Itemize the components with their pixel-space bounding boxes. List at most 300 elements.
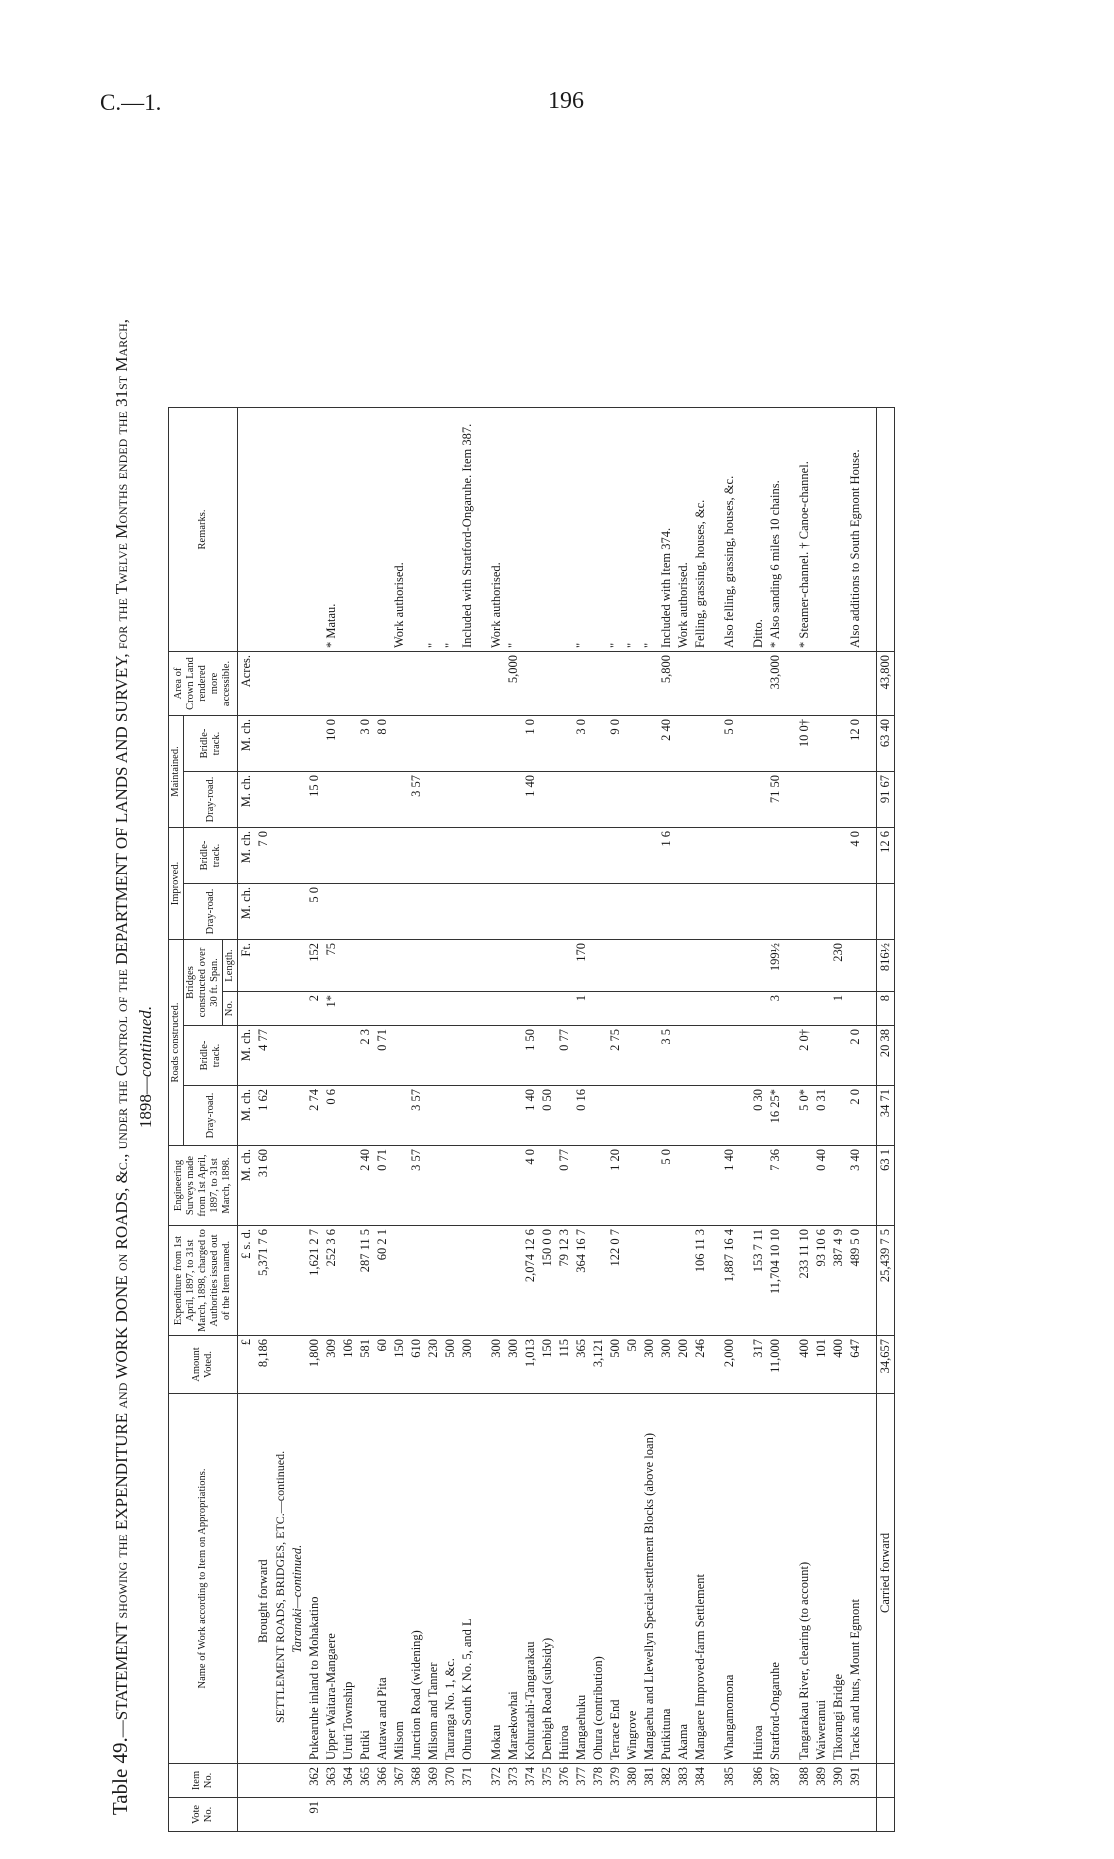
remarks-cell: Work authorised. xyxy=(675,408,692,652)
amount-voted-cell: 150 xyxy=(539,1336,556,1394)
bridges-no-cell xyxy=(539,992,556,1026)
vote-no-cell xyxy=(323,1798,340,1832)
table-row xyxy=(750,408,767,1832)
constructed-dray-cell: 0 50 xyxy=(539,1086,556,1146)
expenditure-cell xyxy=(408,1226,425,1336)
amount-voted-cell: 34,657 xyxy=(877,1336,895,1394)
expenditure-cell: 79 12 3 xyxy=(556,1226,573,1336)
header-expenditure: Expenditure from 1st April, 1897, to 31st March, 1898, charged to Authorities issued out of the Item named. xyxy=(169,1226,238,1336)
expenditure-cell xyxy=(459,1226,476,1336)
amount-voted-cell: 200 xyxy=(675,1336,692,1394)
vote-no-cell xyxy=(641,1798,658,1832)
vote-no-cell xyxy=(522,1798,539,1832)
improved-bridle-cell xyxy=(539,828,556,884)
table-row xyxy=(796,408,813,1832)
constructed-bridle-cell xyxy=(408,1026,425,1086)
remarks-cell: Work authorised. xyxy=(391,408,408,652)
table-row xyxy=(624,408,641,1832)
bridges-length-cell xyxy=(675,940,692,992)
caption-text: —STATEMENT showing the EXPENDITURE and WORK DONE on ROADS, &c., under the Control of the DEPARTMENT OF LANDS AND SURVEY, for the Twelve Months ended the 31st March, 1898— xyxy=(112,318,155,1738)
surveys-cell: 3 57 xyxy=(408,1146,425,1226)
vote-no-cell xyxy=(357,1798,374,1832)
bridges-no-cell xyxy=(522,992,539,1026)
improved-dray-cell xyxy=(357,884,374,940)
constructed-bridle-cell xyxy=(624,1026,641,1086)
remarks-cell xyxy=(556,408,573,652)
bridges-no-cell xyxy=(675,992,692,1026)
improved-dray-cell xyxy=(692,884,709,940)
work-name-cell: Huiroa xyxy=(750,1394,767,1764)
work-name-cell: Upper Waitara-Mangaere xyxy=(323,1394,340,1764)
item-no-cell: 376 xyxy=(556,1764,573,1798)
vote-no-cell xyxy=(692,1798,709,1832)
vote-no-cell xyxy=(374,1798,391,1832)
bridges-no-cell xyxy=(357,992,374,1026)
work-name-cell: Akama xyxy=(675,1394,692,1764)
remarks-cell xyxy=(408,408,425,652)
constructed-dray-cell xyxy=(658,1086,675,1146)
maintained-bridle-cell: 10 0† xyxy=(796,716,813,772)
constructed-bridle-cell xyxy=(539,1026,556,1086)
constructed-dray-cell xyxy=(442,1086,459,1146)
constructed-bridle-cell: 2 0 xyxy=(847,1026,864,1086)
maintained-bridle-cell xyxy=(813,716,830,772)
constructed-bridle-cell: 0 71 xyxy=(374,1026,391,1086)
constructed-dray-cell xyxy=(357,1086,374,1146)
surveys-cell xyxy=(573,1146,590,1226)
bridges-length-cell: 75 xyxy=(323,940,340,992)
header-bridges-no: No. xyxy=(223,992,238,1026)
bridges-no-cell xyxy=(658,992,675,1026)
constructed-dray-cell: 1 40 xyxy=(522,1086,539,1146)
surveys-cell: 1 40 xyxy=(721,1146,738,1226)
surveys-cell xyxy=(750,1146,767,1226)
improved-dray-cell xyxy=(796,884,813,940)
improved-bridle-cell xyxy=(750,828,767,884)
area-acres-cell xyxy=(830,652,847,716)
expenditure-cell xyxy=(289,1226,306,1336)
constructed-bridle-cell xyxy=(750,1026,767,1086)
bridges-no-cell: 1* xyxy=(323,992,340,1026)
work-name-cell: Autawa and Pita xyxy=(374,1394,391,1764)
surveys-cell: 1 20 xyxy=(607,1146,624,1226)
improved-dray-cell xyxy=(767,884,784,940)
maintained-dray-cell xyxy=(607,772,624,828)
header-roads-constructed: Roads constructed. xyxy=(169,940,184,1146)
amount-voted-cell: 300 xyxy=(641,1336,658,1394)
constructed-dray-cell: 1 62 xyxy=(255,1086,272,1146)
improved-bridle-cell xyxy=(340,828,357,884)
maintained-bridle-cell xyxy=(624,716,641,772)
constructed-bridle-cell xyxy=(590,1026,607,1086)
maintained-dray-cell: 91 67 xyxy=(877,772,895,828)
improved-bridle-cell xyxy=(442,828,459,884)
constructed-bridle-cell: 20 38 xyxy=(877,1026,895,1086)
improved-dray-cell: 5 0 xyxy=(306,884,323,940)
constructed-dray-cell: 16 25* xyxy=(767,1086,784,1146)
expenditure-cell xyxy=(658,1226,675,1336)
bridges-no-cell xyxy=(272,992,289,1026)
bridges-length-cell xyxy=(590,940,607,992)
work-name-cell: Denbigh Road (subsidy) xyxy=(539,1394,556,1764)
bridges-length-cell: 816½ xyxy=(877,940,895,992)
maintained-bridle-cell xyxy=(590,716,607,772)
area-acres-cell xyxy=(442,652,459,716)
constructed-dray-cell: 0 16 xyxy=(573,1086,590,1146)
header-rc-bridle: Bridle-track. xyxy=(184,1026,238,1086)
table-row xyxy=(408,408,425,1832)
table-row xyxy=(488,408,505,1832)
surveys-cell xyxy=(323,1146,340,1226)
improved-bridle-cell xyxy=(813,828,830,884)
area-acres-cell xyxy=(539,652,556,716)
constructed-dray-cell: 0 30 xyxy=(750,1086,767,1146)
page-code: C.—1. xyxy=(100,90,162,115)
work-name-cell: Waiweranui xyxy=(813,1394,830,1764)
improved-dray-cell xyxy=(830,884,847,940)
vote-no-cell xyxy=(658,1798,675,1832)
area-acres-cell: 33,000 xyxy=(767,652,784,716)
remarks-cell: " xyxy=(607,408,624,652)
bridges-length-cell xyxy=(847,940,864,992)
work-name-cell: Tikorangi Bridge xyxy=(830,1394,847,1764)
maintained-dray-cell xyxy=(641,772,658,828)
maintained-bridle-cell: 9 0 xyxy=(607,716,624,772)
bridges-no-cell xyxy=(721,992,738,1026)
unit-mch-im-dray: M. ch. xyxy=(238,884,256,940)
bridges-no-cell: 2 xyxy=(306,992,323,1026)
constructed-bridle-cell xyxy=(306,1026,323,1086)
vote-no-cell xyxy=(813,1798,830,1832)
bridges-length-cell xyxy=(505,940,522,992)
bridges-no-cell: 1 xyxy=(573,992,590,1026)
item-no-cell: 386 xyxy=(750,1764,767,1798)
maintained-dray-cell xyxy=(813,772,830,828)
bridges-no-cell xyxy=(607,992,624,1026)
maintained-dray-cell xyxy=(624,772,641,828)
amount-voted-cell: 115 xyxy=(556,1336,573,1394)
maintained-dray-cell xyxy=(830,772,847,828)
item-no-cell: 385 xyxy=(721,1764,738,1798)
work-name-cell: Mangaehu and Llewellyn Special-settlement Blocks (above loan) xyxy=(641,1394,658,1764)
work-name-cell: SETTLEMENT ROADS, BRIDGES, ETC.—continued. xyxy=(272,1394,289,1764)
area-acres-cell xyxy=(306,652,323,716)
improved-bridle-cell: 1 6 xyxy=(658,828,675,884)
work-name-cell: Putikituna xyxy=(658,1394,675,1764)
expenditure-cell: 122 0 7 xyxy=(607,1226,624,1336)
bridges-no-cell xyxy=(488,992,505,1026)
vote-no-cell xyxy=(340,1798,357,1832)
unit-mch-im-bridle: M. ch. xyxy=(238,828,256,884)
constructed-dray-cell xyxy=(721,1086,738,1146)
improved-dray-cell xyxy=(847,884,864,940)
table-row xyxy=(877,408,895,1832)
constructed-bridle-cell xyxy=(391,1026,408,1086)
constructed-bridle-cell xyxy=(830,1026,847,1086)
maintained-dray-cell xyxy=(692,772,709,828)
bridges-length-cell xyxy=(488,940,505,992)
remarks-cell: " xyxy=(573,408,590,652)
maintained-bridle-cell xyxy=(425,716,442,772)
maintained-bridle-cell xyxy=(306,716,323,772)
maintained-dray-cell xyxy=(323,772,340,828)
maintained-bridle-cell xyxy=(692,716,709,772)
area-acres-cell xyxy=(813,652,830,716)
table-row xyxy=(607,408,624,1832)
maintained-dray-cell xyxy=(675,772,692,828)
expenditure-cell: 150 0 0 xyxy=(539,1226,556,1336)
improved-dray-cell xyxy=(573,884,590,940)
surveys-cell xyxy=(488,1146,505,1226)
improved-dray-cell xyxy=(539,884,556,940)
amount-voted-cell: 400 xyxy=(830,1336,847,1394)
expenditure-cell: 153 7 11 xyxy=(750,1226,767,1336)
remarks-cell: " xyxy=(624,408,641,652)
constructed-bridle-cell xyxy=(505,1026,522,1086)
unit-acres: Acres. xyxy=(238,652,256,716)
improved-bridle-cell xyxy=(692,828,709,884)
table-row xyxy=(306,408,323,1832)
bridges-length-cell xyxy=(624,940,641,992)
amount-voted-cell: 8,186 xyxy=(255,1336,272,1394)
surveys-cell: 2 40 xyxy=(357,1146,374,1226)
amount-voted-cell: 400 xyxy=(796,1336,813,1394)
work-name-cell: Ohura (contribution) xyxy=(590,1394,607,1764)
improved-bridle-cell: 12 6 xyxy=(877,828,895,884)
spacer-row xyxy=(864,408,877,1832)
vote-no-cell xyxy=(289,1798,306,1832)
amount-voted-cell: 610 xyxy=(408,1336,425,1394)
maintained-dray-cell xyxy=(357,772,374,828)
work-name-cell: Huiroa xyxy=(556,1394,573,1764)
improved-dray-cell xyxy=(675,884,692,940)
vote-no-cell xyxy=(750,1798,767,1832)
item-no-cell: 367 xyxy=(391,1764,408,1798)
constructed-dray-cell xyxy=(641,1086,658,1146)
constructed-dray-cell xyxy=(675,1086,692,1146)
remarks-cell: Ditto. xyxy=(750,408,767,652)
surveys-cell xyxy=(505,1146,522,1226)
work-name-cell: Tauranga No. 1, &c. xyxy=(442,1394,459,1764)
item-no-cell: 391 xyxy=(847,1764,864,1798)
area-acres-cell xyxy=(425,652,442,716)
bridges-length-cell xyxy=(408,940,425,992)
bridges-no-cell: 1 xyxy=(830,992,847,1026)
improved-bridle-cell xyxy=(391,828,408,884)
improved-dray-cell xyxy=(624,884,641,940)
surveys-cell: 7 36 xyxy=(767,1146,784,1226)
surveys-cell: 3 40 xyxy=(847,1146,864,1226)
constructed-bridle-cell xyxy=(289,1026,306,1086)
constructed-dray-cell xyxy=(459,1086,476,1146)
table-body xyxy=(238,408,895,1832)
spacer-row xyxy=(709,408,721,1832)
constructed-bridle-cell xyxy=(459,1026,476,1086)
amount-voted-cell: 317 xyxy=(750,1336,767,1394)
header-bridges-length: Length. xyxy=(223,940,238,992)
maintained-dray-cell xyxy=(590,772,607,828)
table-row xyxy=(340,408,357,1832)
item-no-cell: 370 xyxy=(442,1764,459,1798)
item-no-cell: 382 xyxy=(658,1764,675,1798)
maintained-dray-cell xyxy=(658,772,675,828)
bridges-length-cell xyxy=(522,940,539,992)
constructed-dray-cell xyxy=(556,1086,573,1146)
remarks-cell xyxy=(522,408,539,652)
area-acres-cell xyxy=(522,652,539,716)
bridges-length-cell xyxy=(459,940,476,992)
maintained-bridle-cell xyxy=(272,716,289,772)
work-name-cell: Brought forward xyxy=(255,1394,272,1764)
bridges-length-cell: 152 xyxy=(306,940,323,992)
amount-voted-cell: 246 xyxy=(692,1336,709,1394)
maintained-dray-cell xyxy=(391,772,408,828)
area-acres-cell xyxy=(590,652,607,716)
unit-mch-rc-dray: M. ch. xyxy=(238,1086,256,1146)
improved-dray-cell xyxy=(505,884,522,940)
header-remarks: Remarks. xyxy=(169,408,238,652)
area-acres-cell xyxy=(408,652,425,716)
maintained-dray-cell: 15 0 xyxy=(306,772,323,828)
maintained-bridle-cell xyxy=(767,716,784,772)
expenditure-cell xyxy=(675,1226,692,1336)
improved-bridle-cell xyxy=(556,828,573,884)
constructed-dray-cell xyxy=(425,1086,442,1146)
header-vote: Vote No. xyxy=(169,1798,238,1832)
vote-no-cell xyxy=(505,1798,522,1832)
expenditure-cell: 5,371 7 6 xyxy=(255,1226,272,1336)
maintained-bridle-cell xyxy=(488,716,505,772)
constructed-dray-cell xyxy=(391,1086,408,1146)
surveys-cell xyxy=(459,1146,476,1226)
maintained-dray-cell xyxy=(721,772,738,828)
amount-voted-cell: 365 xyxy=(573,1336,590,1394)
table-row xyxy=(272,408,289,1832)
area-acres-cell xyxy=(692,652,709,716)
header-rc-dray: Dray-road. xyxy=(184,1086,238,1146)
constructed-dray-cell: 34 71 xyxy=(877,1086,895,1146)
area-acres-cell: 5,800 xyxy=(658,652,675,716)
amount-voted-cell: 106 xyxy=(340,1336,357,1394)
surveys-cell xyxy=(306,1146,323,1226)
bridges-no-cell xyxy=(289,992,306,1026)
improved-dray-cell xyxy=(272,884,289,940)
unit-ft: Ft. xyxy=(238,940,256,992)
maintained-bridle-cell: 3 0 xyxy=(357,716,374,772)
item-no-cell: 364 xyxy=(340,1764,357,1798)
item-no-cell: 371 xyxy=(459,1764,476,1798)
amount-voted-cell: 1,800 xyxy=(306,1336,323,1394)
surveys-cell xyxy=(539,1146,556,1226)
constructed-dray-cell xyxy=(590,1086,607,1146)
table-row xyxy=(573,408,590,1832)
table-caption xyxy=(108,302,158,1832)
constructed-bridle-cell: 4 77 xyxy=(255,1026,272,1086)
area-acres-cell xyxy=(750,652,767,716)
table-row xyxy=(556,408,573,1832)
surveys-cell: 0 71 xyxy=(374,1146,391,1226)
bridges-no-cell xyxy=(408,992,425,1026)
expenditure-cell: 252 3 6 xyxy=(323,1226,340,1336)
bridges-length-cell xyxy=(255,940,272,992)
table-row xyxy=(590,408,607,1832)
constructed-dray-cell: 3 57 xyxy=(408,1086,425,1146)
maintained-dray-cell: 1 40 xyxy=(522,772,539,828)
work-name-cell: Mokau xyxy=(488,1394,505,1764)
area-acres-cell xyxy=(675,652,692,716)
constructed-bridle-cell xyxy=(323,1026,340,1086)
table-row xyxy=(767,408,784,1832)
header-voted: Amount Voted. xyxy=(169,1336,238,1394)
item-no-cell: 380 xyxy=(624,1764,641,1798)
improved-dray-cell xyxy=(641,884,658,940)
amount-voted-cell: 581 xyxy=(357,1336,374,1394)
remarks-cell xyxy=(813,408,830,652)
bridges-no-cell: 3 xyxy=(767,992,784,1026)
header-mt-bridle: Bridle-track. xyxy=(184,716,238,772)
work-name-cell: Milsom and Tanner xyxy=(425,1394,442,1764)
surveys-cell: 0 77 xyxy=(556,1146,573,1226)
amount-voted-cell: 647 xyxy=(847,1336,864,1394)
improved-dray-cell xyxy=(374,884,391,940)
constructed-bridle-cell xyxy=(813,1026,830,1086)
item-no-cell: 383 xyxy=(675,1764,692,1798)
item-no-cell: 389 xyxy=(813,1764,830,1798)
bridges-length-cell xyxy=(607,940,624,992)
remarks-cell: Also additions to South Egmont House. xyxy=(847,408,864,652)
table-row xyxy=(847,408,864,1832)
improved-bridle-cell xyxy=(641,828,658,884)
amount-voted-cell: 150 xyxy=(391,1336,408,1394)
surveys-cell xyxy=(641,1146,658,1226)
surveys-cell xyxy=(289,1146,306,1226)
constructed-bridle-cell: 2 0† xyxy=(796,1026,813,1086)
bridges-no-cell xyxy=(340,992,357,1026)
table-row xyxy=(522,408,539,1832)
remarks-cell xyxy=(272,408,289,652)
work-name-cell: Ohura South K No. 5, and L xyxy=(459,1394,476,1764)
remarks-cell xyxy=(590,408,607,652)
maintained-dray-cell xyxy=(272,772,289,828)
item-no-cell: 377 xyxy=(573,1764,590,1798)
expenditure-cell: 489 5 0 xyxy=(847,1226,864,1336)
bridges-length-cell xyxy=(289,940,306,992)
maintained-dray-cell xyxy=(459,772,476,828)
bridges-no-cell xyxy=(505,992,522,1026)
surveys-cell xyxy=(675,1146,692,1226)
vote-no-cell xyxy=(539,1798,556,1832)
work-name-cell: Kohuratahi-Tangarakau xyxy=(522,1394,539,1764)
expenditure-cell xyxy=(641,1226,658,1336)
maintained-bridle-cell: 12 0 xyxy=(847,716,864,772)
bridges-length-cell xyxy=(374,940,391,992)
constructed-bridle-cell xyxy=(272,1026,289,1086)
amount-voted-cell: 230 xyxy=(425,1336,442,1394)
table-row xyxy=(830,408,847,1832)
remarks-cell xyxy=(340,408,357,652)
maintained-bridle-cell xyxy=(830,716,847,772)
remarks-cell: " xyxy=(505,408,522,652)
work-name-cell: Mangaere Improved-farm Settlement xyxy=(692,1394,709,1764)
remarks-cell xyxy=(289,408,306,652)
table-row xyxy=(391,408,408,1832)
item-no-cell: 375 xyxy=(539,1764,556,1798)
area-acres-cell xyxy=(641,652,658,716)
surveys-cell: 5 0 xyxy=(658,1146,675,1226)
work-name-cell: Tangarakau River, clearing (to account) xyxy=(796,1394,813,1764)
constructed-bridle-cell xyxy=(573,1026,590,1086)
area-acres-cell xyxy=(573,652,590,716)
